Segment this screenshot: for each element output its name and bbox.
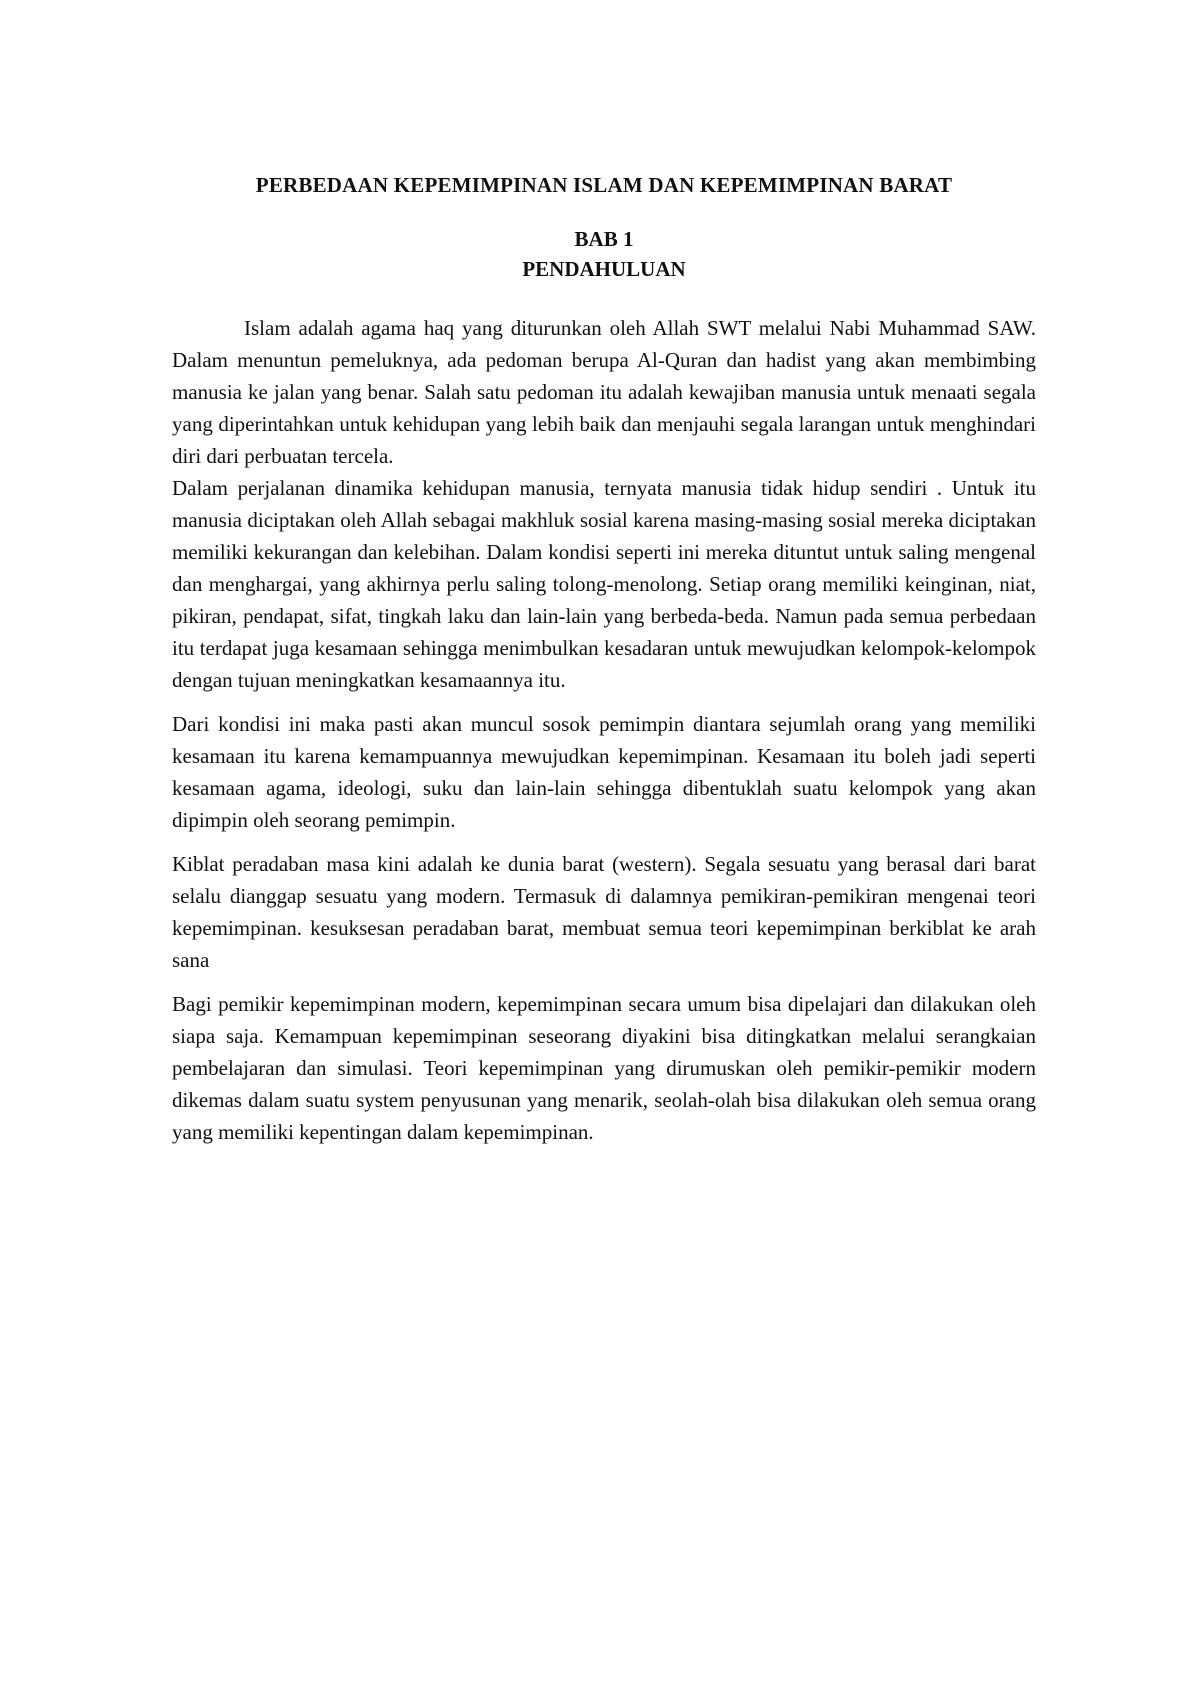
paragraph-4: Kiblat peradaban masa kini adalah ke dunia barat (western). Segala sesuatu yang berasal dari barat selalu dianggap sesuatu yang modern. Termasuk di dalamnya pemikiran-pemikiran mengenai teori kepemimpinan. kesuksesan peradaban barat, membuat semua teori kepemimpinan berkiblat ke arah sana [172,852,1036,972]
paragraph-3: Dari kondisi ini maka pasti akan muncul sosok pemimpin diantara sejumlah orang yang memiliki kesamaan itu karena kemampuannya mewujudkan kepemimpinan. Kesamaan itu boleh jadi seperti kesamaan agama, ideologi, suku dan lain-lain sehingga dibentuklah suatu kelompok yang akan dipimpin oleh seorang pemimpin. [172,712,1036,832]
paragraph-2: Dalam perjalanan dinamika kehidupan manusia, ternyata manusia tidak hidup sendiri . Untuk itu manusia diciptakan oleh Allah sebagai makhluk sosial karena masing-masing sosial mereka diciptakan memiliki kekurangan dan kelebihan. Dalam kondisi seperti ini mereka dituntut untuk saling mengenal dan menghargai, yang akhirnya perlu saling tolong-menolong. Setiap orang memiliki keinginan, niat, pikiran, pendapat, sifat, tingkah laku dan lain-lain yang berbeda-beda. Namun pada semua perbedaan itu terdapat juga kesamaan sehingga menimbulkan kesadaran untuk mewujudkan kelompok-kelompok dengan tujuan meningkatkan kesamaannya itu. [172,476,1036,692]
chapter-number: BAB 1 [574,227,634,251]
document-body [172,170,1036,1148]
chapter-title: PENDAHULUAN [522,257,686,281]
paragraph-1: Islam adalah agama haq yang diturunkan oleh Allah SWT melalui Nabi Muhammad SAW. Dalam menuntun pemeluknya, ada pedoman berupa Al-Quran dan hadist yang akan membimbing manusia ke jalan yang benar. Salah satu pedoman itu adalah kewajiban manusia untuk menaati segala yang diperintahkan untuk kehidupan yang lebih baik dan menjauhi segala larangan untuk menghindari diri dari perbuatan tercela. [172,316,1036,468]
paragraph-5: Bagi pemikir kepemimpinan modern, kepemimpinan secara umum bisa dipelajari dan dilakukan oleh siapa saja. Kemampuan kepemimpinan seseorang diyakini bisa ditingkatkan melalui serangkaian pembelajaran dan simulasi. Teori kepemimpinan yang dirumuskan oleh pemikir-pemikir modern dikemas dalam suatu system penyusunan yang menarik, seolah-olah bisa dilakukan oleh semua orang yang memiliki kepentingan dalam kepemimpinan. [172,992,1036,1144]
document-title: PERBEDAAN KEPEMIMPINAN ISLAM DAN KEPEMIMPINAN BARAT [255,173,953,197]
